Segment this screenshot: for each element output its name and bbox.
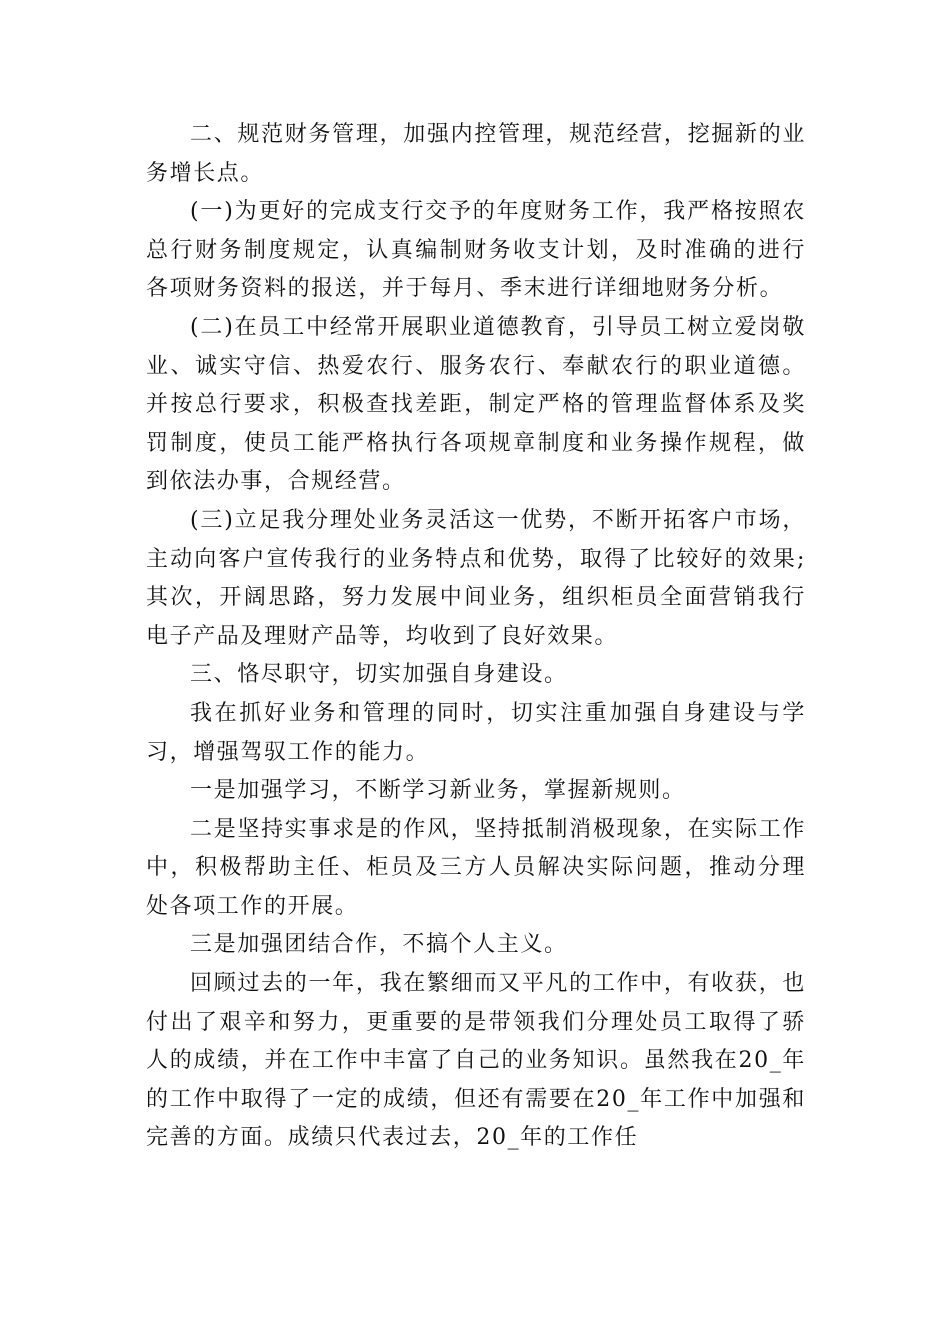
paragraph-item-2: (二)在员工中经常开展职业道德教育，引导员工树立爱岗敬业、诚实守信、热爱农行、服务农行、奉献农行的职业道德。并按总行要求，积极查找差距，制定严格的管理监督体系及奖罚制度，使员工能严格执行各项规章制度和业务操作规程，做到依法办事，合规经营。 — [146, 314, 806, 495]
document-body — [146, 116, 806, 1158]
paragraph-section-2-heading: 二、规范财务管理，加强内控管理，规范经营，挖掘新的业务增长点。 — [146, 122, 806, 186]
paragraph-item-1: (一)为更好的完成支行交予的年度财务工作，我严格按照农总行财务制度规定，认真编制财务收支计划，及时准确的进行各项财务资料的报送，并于每月、季末进行详细地财务分析。 — [146, 199, 806, 302]
paragraph-point-1: 一是加强学习，不断学习新业务，掌握新规则。 — [190, 778, 686, 804]
paragraph-section-3-heading: 三、恪尽职守，切实加强自身建设。 — [190, 662, 568, 688]
paragraph-item-3: (三)立足我分理处业务灵活这一优势，不断开拓客户市场，主动向客户宣传我行的业务特点和优势，取得了比较好的效果;其次，开阔思路，努力发展中间业务，组织柜员全面营销我行电子产品及理财产品等，均收到了良好效果。 — [146, 507, 806, 649]
paragraph-point-3: 三是加强团结合作，不搞个人主义。 — [190, 932, 568, 958]
paragraph-review: 回顾过去的一年，我在繁细而又平凡的工作中，有收获，也付出了艰辛和努力，更重要的是带领我们分理处员工取得了骄人的成绩，并在工作中丰富了自己的业务知识。虽然我在20_年的工作中取得了一定的成绩，但还有需要在20_年工作中加强和完善的方面。成绩只代表过去，20_年的工作任 — [146, 971, 806, 1151]
paragraph-self-building: 我在抓好业务和管理的同时，切实注重加强自身建设与学习，增强驾驭工作的能力。 — [146, 700, 806, 765]
paragraph-point-2: 二是坚持实事求是的作风，坚持抵制消极现象，在实际工作中，积极帮助主任、柜员及三方人员解决实际问题，推动分理处各项工作的开展。 — [146, 816, 806, 919]
